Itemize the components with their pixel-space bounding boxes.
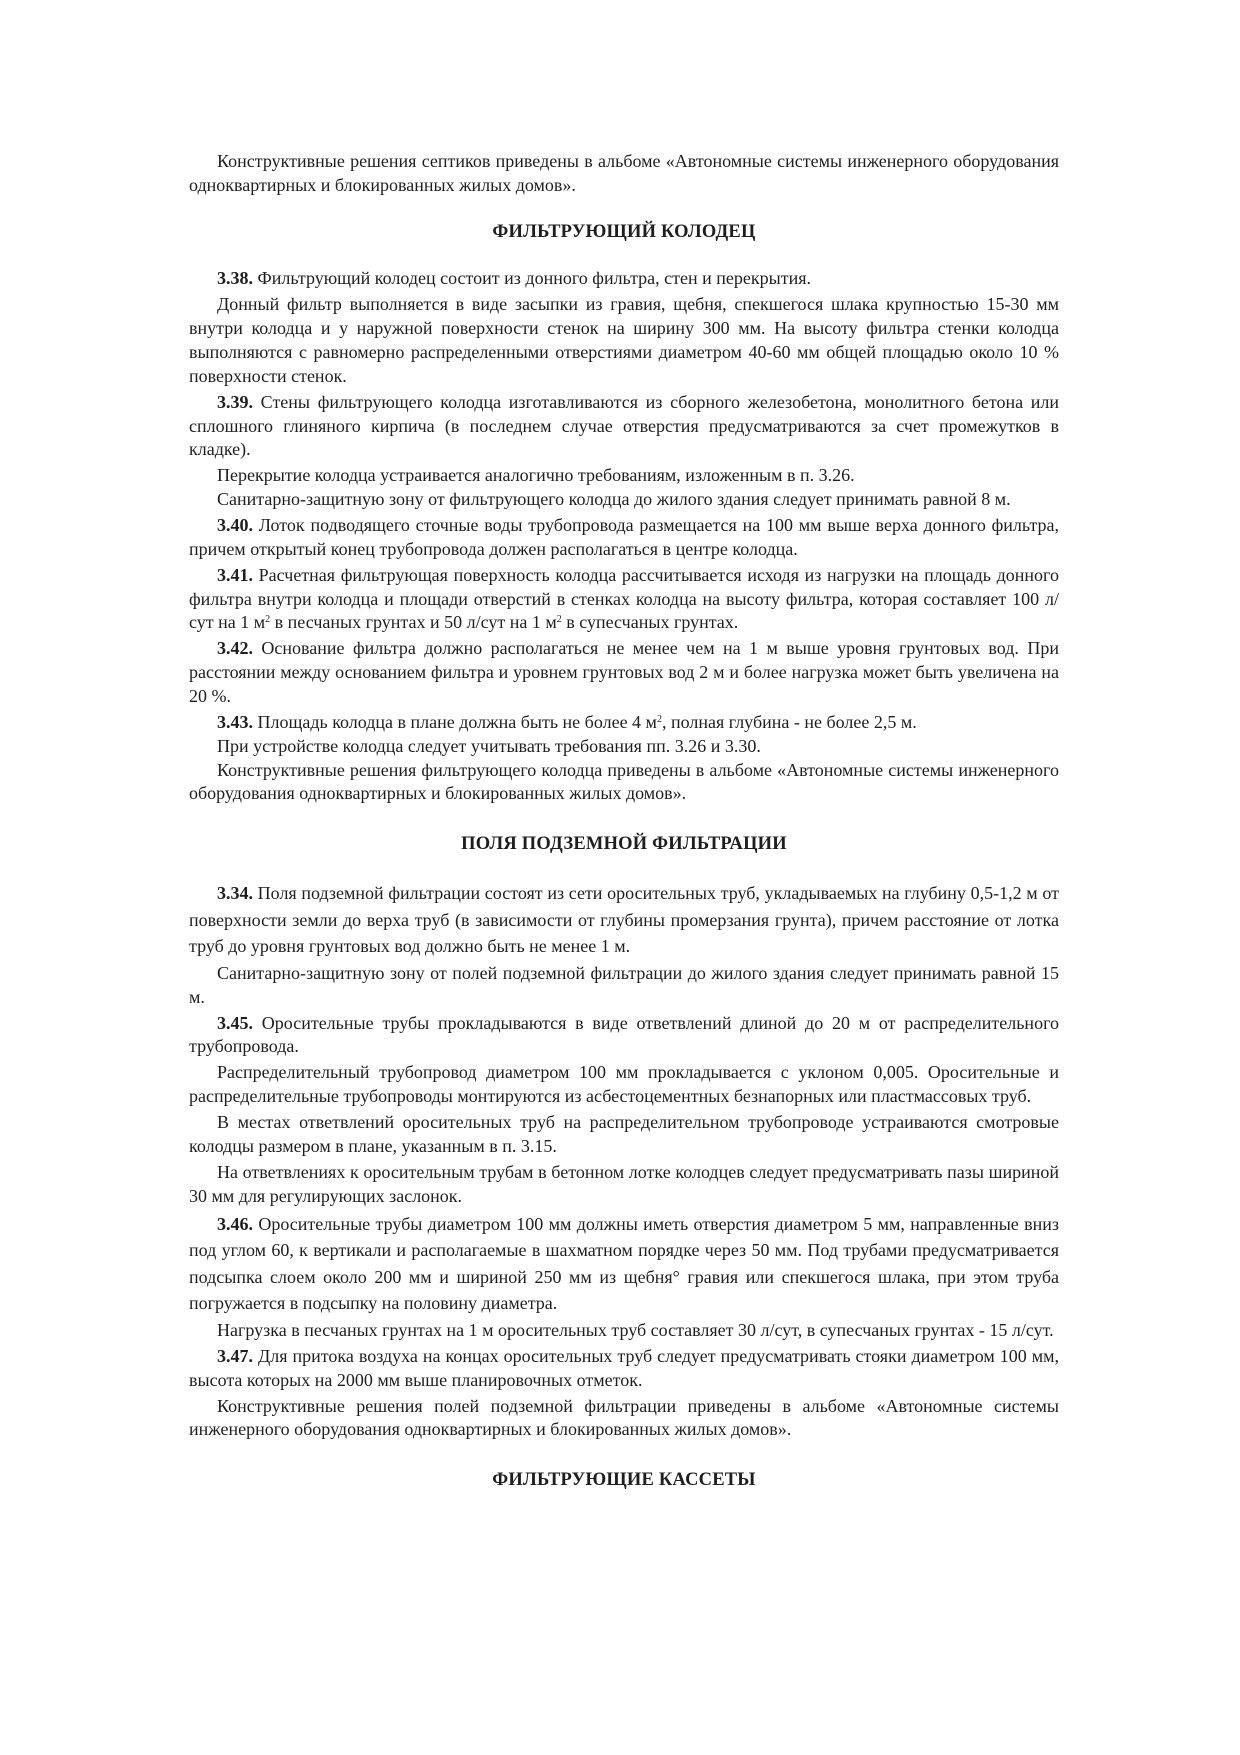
clause-text: , полная глубина - не более 2,5 м. — [661, 712, 917, 733]
clause-text: Оросительные трубы прокладываются в виде ответвлений длиной до 20 м от распределительного трубопровода. — [189, 1012, 1059, 1057]
clause-number: 3.43. — [217, 712, 253, 733]
paragraph-bottom-filter: Донный фильтр выполняется в виде засыпки из гравия, щебня, спекшегося шлака крупностью 15-30 мм внутри колодца и у наружной поверхности стенок на ширину 300 мм. На высоту фильтра стенки колодца выполняются с равномерно распределенными отверстиями диаметром 40-60 мм общей площадью около 10 % поверхности стенок. — [189, 294, 1059, 386]
clause-number: 3.40. — [217, 515, 253, 536]
paragraph-3-47 — [189, 1345, 1059, 1393]
clause-number: 3.41. — [217, 564, 253, 585]
paragraph-3-38 — [189, 267, 1059, 291]
paragraph-cover: Перекрытие колодца устраивается аналогично требованиям, изложенным в п. 3.26. — [217, 465, 855, 486]
paragraph-sanitary-zone-well: Санитарно-защитную зону от фильтрующего колодца до жилого здания следует принимать равной 8 м. — [217, 489, 1011, 510]
clause-number: 3.34. — [217, 883, 253, 904]
superscript: 2 — [656, 714, 662, 726]
clause-number: 3.45. — [217, 1012, 253, 1033]
clause-number: 3.39. — [217, 391, 253, 412]
heading-underground-filtration: ПОЛЯ ПОДЗЕМНОЙ ФИЛЬТРАЦИИ — [461, 834, 787, 855]
paragraph-load: Нагрузка в песчаных грунтах на 1 м оросительных труб составляет 30 л/сут, в супесчаных грунтах - 15 л/сут. — [217, 1319, 1054, 1340]
paragraph-grooves: На ответвлениях к оросительным трубам в бетонном лотке колодцев следует предусматривать пазы шириной 30 мм для регулирующих заслонок. — [189, 1161, 1059, 1206]
paragraph-distribution-pipe: Распределительный трубопровод диаметром 100 мм прокладывается с уклоном 0,005. Оросительные и распределительные трубопроводы монтируются из асбестоцементных безнапорных или пластмассовых труб. — [189, 1062, 1059, 1107]
clause-number: 3.47. — [217, 1345, 253, 1366]
paragraph-3-41 — [189, 564, 1059, 635]
clause-text: Стены фильтрующего колодца изготавливаются из сборного железобетона, монолитного бетона или сплошного глиняного кирпича (в последнем случае отверстия предусматриваются за счет промежутков в кладке). — [189, 391, 1059, 460]
clause-text: в супесчаных грунтах. — [561, 612, 739, 633]
heading-filter-cassettes: ФИЛЬТРУЮЩИЕ КАССЕТЫ — [492, 1470, 756, 1491]
paragraph-3-34 — [189, 880, 1059, 960]
paragraph-3-45 — [189, 1012, 1059, 1060]
clause-text: в песчаных грунтах и 50 л/сут на 1 м — [270, 612, 557, 633]
clause-text: Фильтрующий колодец состоит из донного фильтра, стен и перекрытия. — [253, 268, 811, 289]
paragraph-3-39 — [189, 391, 1059, 462]
clause-text: Поля подземной фильтрации состоят из сети оросительных труб, укладываемых на глубину 0,5-1,2 м от поверхности земли до верха труб (в зависимости от глубины промерзания грунта), причем расстояние от лотка труб до уровня грунтовых вод должно быть не менее 1 м. — [189, 883, 1059, 957]
paragraph-3-40 — [189, 514, 1059, 562]
clause-text: Оросительные трубы диаметром 100 мм должны иметь отверстия диаметром 5 мм, направленные вниз под углом 60, к вертикали и располагаемые в шахматном порядке через 50 мм. Под трубами предусматривается подсыпка слоем около 200 мм и шириной 250 мм из щебня° гравия или спекшегося шлака, при этом труба погружается в подсыпку на половину диаметра. — [189, 1213, 1059, 1314]
clause-number: 3.38. — [217, 268, 253, 289]
superscript: 2 — [265, 614, 271, 626]
paragraph-3-43 — [189, 711, 1059, 735]
paragraph-3-46 — [189, 1211, 1059, 1317]
superscript: 2 — [556, 614, 562, 626]
paragraph-inspection-wells: В местах ответвлений оросительных труб на распределительном трубопроводе устраиваются смотровые колодцы размером в плане, указанным в п. 3.15. — [189, 1112, 1059, 1156]
paragraph-3-42 — [189, 637, 1059, 708]
document-page — [189, 150, 1059, 1493]
clause-number: 3.46. — [217, 1213, 253, 1234]
paragraph-album-fields: Конструктивные решения полей подземной фильтрации приведены в альбоме «Автономные системы инженерного оборудования одноквартирных и блокированных жилых домов». — [189, 1395, 1059, 1440]
clause-text: Для притока воздуха на концах оросительных труб следует предусматривать стояки диаметром 100 мм, высота которых на 2000 мм выше планировочных отметок. — [189, 1345, 1059, 1390]
paragraph-album-well: Конструктивные решения фильтрующего колодца приведены в альбоме «Автономные системы инженерного оборудования одноквартирных и блокированных жилых домов». — [189, 759, 1059, 804]
clause-text: Расчетная фильтрующая поверхность колодца рассчитывается исходя из нагрузки на площадь донного фильтра внутри колодца и площади отверстий в стенках колодца на высоту фильтра, которая составляет 100 л/сут на 1 м — [189, 564, 1059, 633]
clause-text: Основание фильтра должно располагаться не менее чем на 1 м выше уровня грунтовых вод. При расстоянии между основанием фильтра и уровнем грунтовых вод 2 м и более нагрузка может быть увеличена на 20 %. — [189, 638, 1059, 707]
intro-paragraph: Конструктивные решения септиков приведены в альбоме «Автономные системы инженерного оборудования одноквартирных и блокированных жилых домов». — [189, 151, 1059, 195]
heading-filter-well: ФИЛЬТРУЮЩИЙ КОЛОДЕЦ — [492, 221, 756, 242]
clause-text: Площадь колодца в плане должна быть не более 4 м — [253, 712, 657, 733]
paragraph-sanitary-zone-fields: Санитарно-защитную зону от полей подземной фильтрации до жилого здания следует принимать равной 15 м. — [189, 962, 1059, 1007]
clause-text: Лоток подводящего сточные воды трубопровода размещается на 100 мм выше верха донного фильтра, причем открытый конец трубопровода должен располагаться в центре колодца. — [189, 515, 1059, 559]
paragraph-device-requirements: При устройстве колодца следует учитывать требования пп. 3.26 и 3.30. — [217, 735, 761, 756]
clause-number: 3.42. — [217, 638, 253, 659]
